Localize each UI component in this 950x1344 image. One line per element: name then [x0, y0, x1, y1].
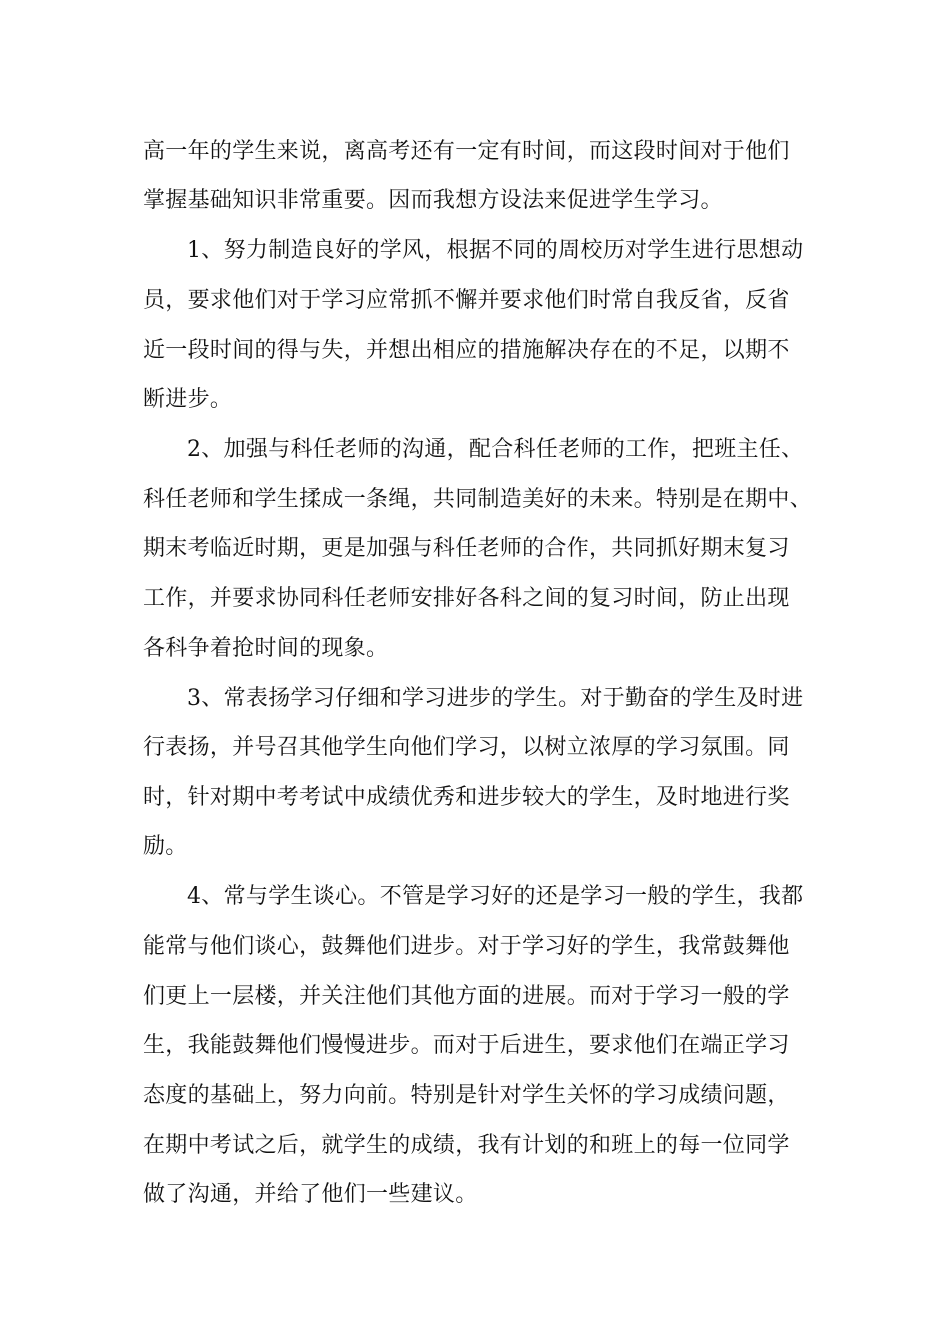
text-line: 时，针对期中考考试中成绩优秀和进步较大的学生，及时地进行奖 [143, 785, 790, 810]
text-line: 行表扬，并号召其他学生向他们学习，以树立浓厚的学习氛围。同 [143, 735, 790, 760]
text-line: 在期中考试之后，就学生的成绩，我有计划的和班上的每一位同学 [143, 1133, 790, 1158]
text-line: 态度的基础上，努力向前。特别是针对学生关怀的学习成绩问题， [143, 1083, 790, 1108]
text-line: 断进步。 [143, 387, 233, 412]
text-line: 掌握基础知识非常重要。因而我想方设法来促进学生学习。 [143, 188, 723, 213]
text-line: 各科争着抢时间的现象。 [143, 636, 389, 661]
text-line: 4、常与学生谈心。不管是学习好的还是学习一般的学生，我都 [187, 884, 804, 909]
text-line: 近一段时间的得与失，并想出相应的措施解决存在的不足，以期不 [143, 338, 790, 363]
text-line: 工作，并要求协同科任老师安排好各科之间的复习时间，防止出现 [143, 586, 790, 611]
text-line: 生，我能鼓舞他们慢慢进步。而对于后进生，要求他们在端正学习 [143, 1033, 790, 1058]
text-line: 科任老师和学生揉成一条绳，共同制造美好的未来。特别是在期中、 [143, 487, 813, 512]
text-line: 2、加强与科任老师的沟通，配合科任老师的工作，把班主任、 [187, 437, 804, 462]
text-line: 期末考临近时期，更是加强与科任老师的合作，共同抓好期末复习 [143, 536, 790, 561]
text-line: 做了沟通，并给了他们一些建议。 [143, 1182, 478, 1207]
text-line: 3、常表扬学习仔细和学习进步的学生。对于勤奋的学生及时进 [187, 686, 804, 711]
text-line: 能常与他们谈心，鼓舞他们进步。对于学习好的学生，我常鼓舞他 [143, 934, 790, 959]
text-line: 高一年的学生来说，离高考还有一定有时间，而这段时间对于他们 [143, 139, 790, 164]
text-line: 们更上一层楼，并关注他们其他方面的进展。而对于学习一般的学 [143, 984, 790, 1009]
text-line: 1、努力制造良好的学风，根据不同的周校历对学生进行思想动 [187, 238, 804, 263]
text-line: 励。 [143, 834, 188, 859]
text-line: 员，要求他们对于学习应常抓不懈并要求他们时常自我反省，反省 [143, 288, 790, 313]
